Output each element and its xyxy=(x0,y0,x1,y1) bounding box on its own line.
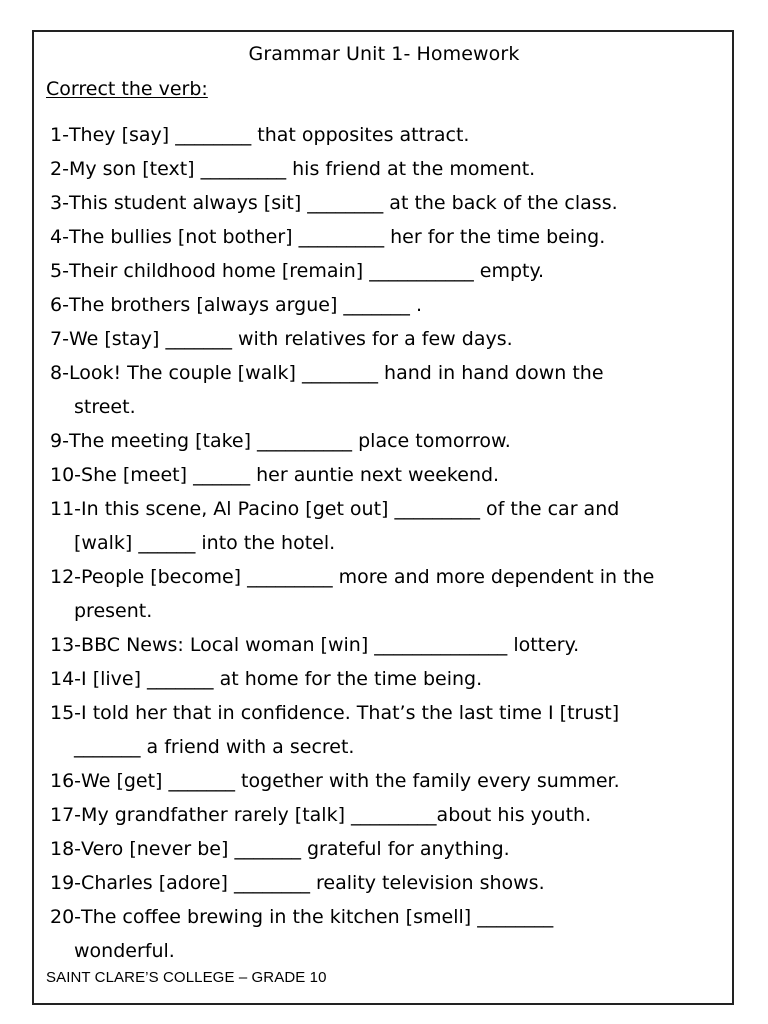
question-number: 15- xyxy=(50,702,82,724)
question-number: 4- xyxy=(50,226,69,248)
question-number: 13- xyxy=(50,634,82,656)
question-item xyxy=(50,764,720,798)
question-text: She [meet] ______ her auntie next weekend. xyxy=(81,464,500,486)
question-number: 10- xyxy=(50,464,82,486)
question-text: My son [text] _________ his friend at the moment. xyxy=(68,158,536,180)
question-item xyxy=(50,152,720,186)
question-continuation: wonderful. xyxy=(74,940,175,962)
question-item xyxy=(50,492,720,560)
question-text: They [say] ________ that opposites attract. xyxy=(68,124,470,146)
question-text: The coffee brewing in the kitchen [smell] ________ xyxy=(81,906,554,928)
question-text: We [stay] _______ with relatives for a few days. xyxy=(68,328,513,350)
question-text: The meeting [take] __________ place tomorrow. xyxy=(68,430,511,452)
question-number: 7- xyxy=(50,328,69,350)
question-item xyxy=(50,118,720,152)
question-list xyxy=(50,118,720,968)
question-number: 1- xyxy=(50,124,69,146)
question-number: 5- xyxy=(50,260,69,282)
question-item xyxy=(50,220,720,254)
question-number: 8- xyxy=(50,362,69,384)
question-text: We [get] _______ together with the family every summer. xyxy=(81,770,620,792)
page-title: Grammar Unit 1- Homework xyxy=(248,43,520,65)
question-number: 12- xyxy=(50,566,82,588)
question-item xyxy=(50,662,720,696)
question-item xyxy=(50,254,720,288)
instruction-heading: Correct the verb: xyxy=(46,78,208,100)
question-item xyxy=(50,798,720,832)
question-number: 19- xyxy=(50,872,82,894)
question-text: People [become] _________ more and more dependent in the xyxy=(81,566,655,588)
question-item xyxy=(50,866,720,900)
question-item xyxy=(50,322,720,356)
question-text: Vero [never be] _______ grateful for anything. xyxy=(81,838,510,860)
question-number: 14- xyxy=(50,668,82,690)
footer-school-label: SAINT CLARE’S COLLEGE – GRADE 10 xyxy=(46,969,327,986)
question-continuation: street. xyxy=(74,396,136,418)
question-number: 2- xyxy=(50,158,69,180)
question-item xyxy=(50,288,720,322)
question-number: 3- xyxy=(50,192,69,214)
question-text: The bullies [not bother] _________ her for the time being. xyxy=(68,226,606,248)
question-text: In this scene, Al Pacino [get out] _________ of the car and xyxy=(81,498,620,520)
question-continuation: _______ a friend with a secret. xyxy=(74,736,355,758)
question-text: This student always [sit] ________ at the back of the class. xyxy=(68,192,618,214)
question-text: My grandfather rarely [talk] _________about his youth. xyxy=(81,804,592,826)
question-number: 17- xyxy=(50,804,82,826)
question-item xyxy=(50,628,720,662)
question-text: I told her that in confidence. That’s the last time I [trust] xyxy=(81,702,620,724)
question-text: I [live] _______ at home for the time being. xyxy=(81,668,483,690)
question-text: Their childhood home [remain] ___________ empty. xyxy=(68,260,545,282)
question-item xyxy=(50,832,720,866)
question-continuation: [walk] ______ into the hotel. xyxy=(74,532,336,554)
question-number: 16- xyxy=(50,770,82,792)
question-item xyxy=(50,696,720,764)
question-text: BBC News: Local woman [win] ______________ lottery. xyxy=(81,634,580,656)
question-text: Charles [adore] ________ reality television shows. xyxy=(81,872,545,894)
question-item xyxy=(50,900,720,968)
question-number: 20- xyxy=(50,906,82,928)
question-item xyxy=(50,424,720,458)
question-number: 18- xyxy=(50,838,82,860)
question-number: 6- xyxy=(50,294,69,316)
question-text: Look! The couple [walk] ________ hand in hand down the xyxy=(68,362,604,384)
question-item xyxy=(50,356,720,424)
question-text: The brothers [always argue] _______ . xyxy=(68,294,422,316)
question-item xyxy=(50,560,720,628)
question-number: 11- xyxy=(50,498,82,520)
question-item xyxy=(50,186,720,220)
question-item xyxy=(50,458,720,492)
question-number: 9- xyxy=(50,430,69,452)
question-continuation: present. xyxy=(74,600,153,622)
